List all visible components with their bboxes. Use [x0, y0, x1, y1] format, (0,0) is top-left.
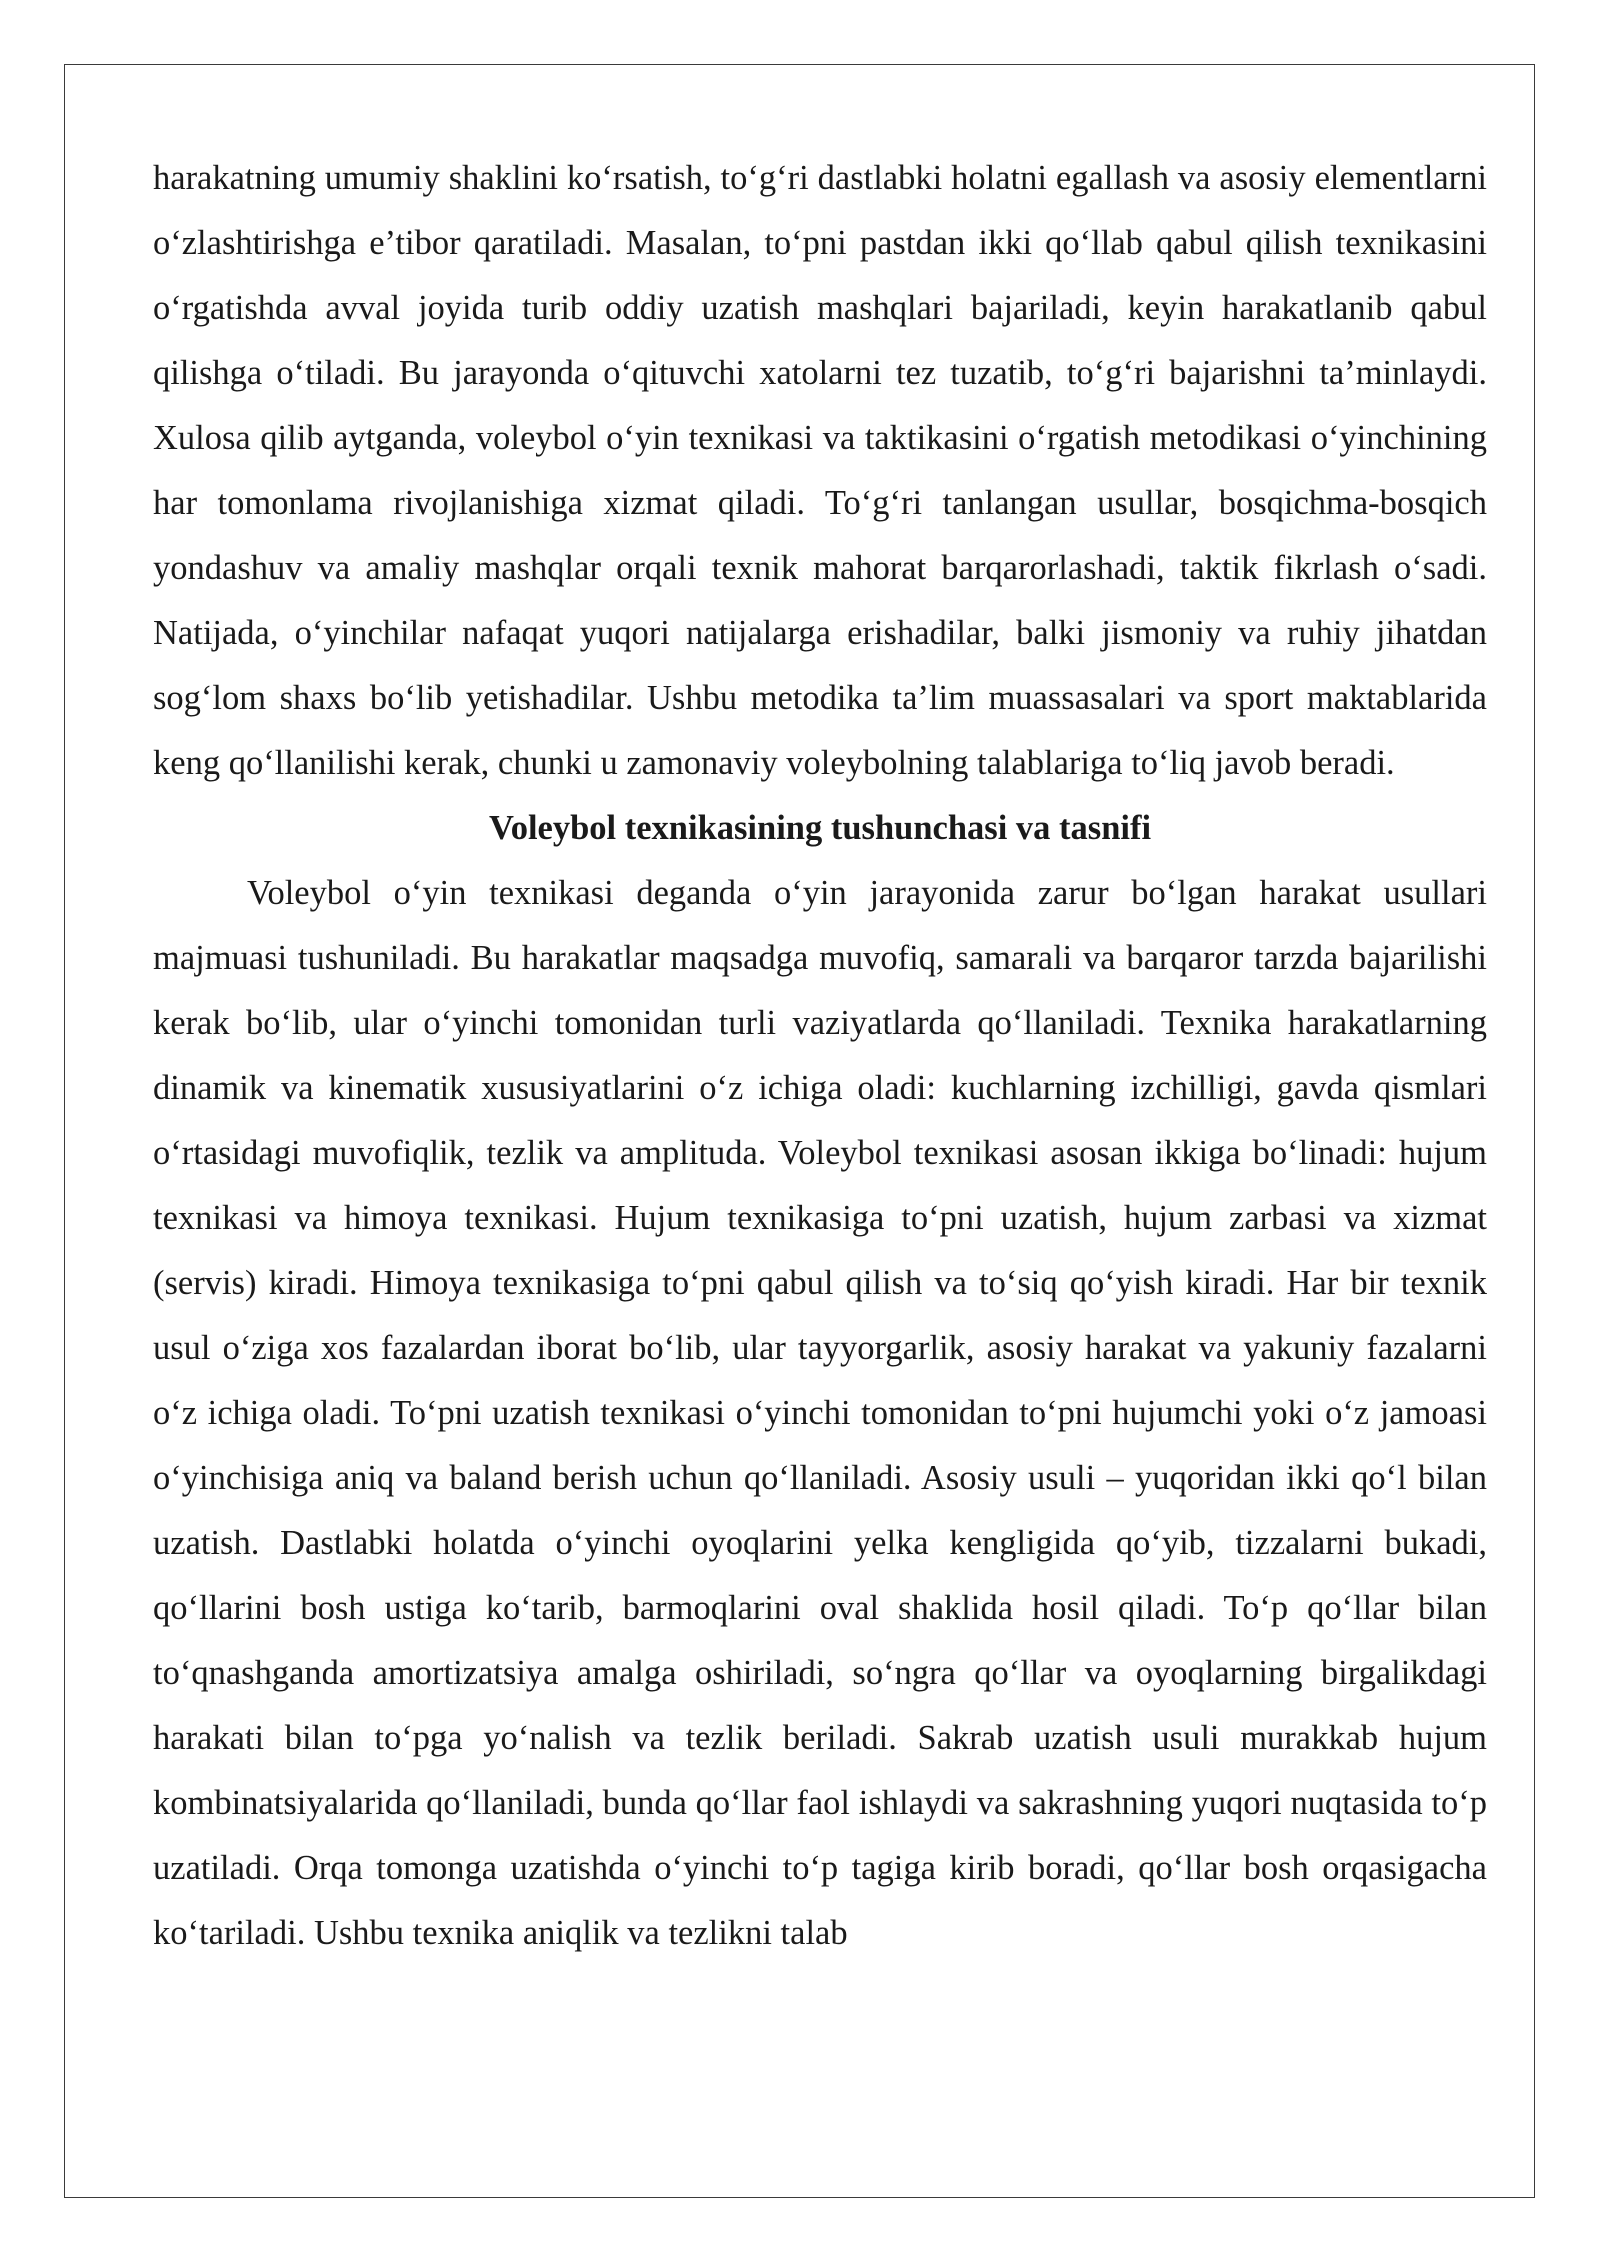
body-paragraph: Voleybol o‘yin texnikasi deganda o‘yin jarayonida zarur bo‘lgan harakat usullari majmuasi tushuniladi. Bu harakatlar maqsadga muvofiq, samarali va barqaror tarzda bajarilishi kerak bo‘lib, ular o‘yinchi tomonidan turli vaziyatlarda qo‘llaniladi. Texnika harakatlarning dinamik va kinematik xususiyatlarini o‘z ichiga oladi: kuchlarning izchilligi, gavda qismlari o‘rtasidagi muvofiqlik, tezlik va amplituda. Voleybol texnikasi asosan ikkiga bo‘linadi: hujum texnikasi va himoya texnikasi. Hujum texnikasiga to‘pni uzatish, hujum zarbasi va xizmat (servis) kiradi. Himoya texnikasiga to‘pni qabul qilish va to‘siq qo‘yish kiradi. Har bir texnik usul o‘ziga xos fazalardan iborat bo‘lib, ular tayyorgarlik, asosiy harakat va yakuniy fazalarni o‘z ichiga oladi. To‘pni uzatish texnikasi o‘yinchi tomonidan to‘pni hujumchi yoki o‘z jamoasi o‘yinchisiga aniq va baland berish uchun qo‘llaniladi. Asosiy usuli – yuqoridan ikki qo‘l bilan uzatish. Dastlabki holatda o‘yinchi oyoqlarini yelka kengligida qo‘yib, tizzalarni bukadi, qo‘llarini bosh ustiga ko‘tarib, barmoqlarini oval shaklida hosil qiladi. To‘p qo‘llar bilan to‘qnashganda amortizatsiya amalga oshiriladi, so‘ngra qo‘llar va oyoqlarning birgalikdagi harakati bilan to‘pga yo‘nalish va tezlik beriladi. Sakrab uzatish usuli murakkab hujum kombinatsiyalarida qo‘llaniladi, bunda qo‘llar faol ishlaydi va sakrashning yuqori nuqtasida to‘p uzatiladi. Orqa tomonga uzatishda o‘yinchi to‘p tagiga kirib boradi, qo‘llar bosh orqasigacha ko‘tariladi. Ushbu texnika aniqlik va tezlikni talab [153, 874, 1487, 1952]
body-paragraph: harakatning umumiy shaklini ko‘rsatish, to‘g‘ri dastlabki holatni egallash va asosiy elementlarni o‘zlashtirishga e’tibor qaratiladi. Masalan, to‘pni pastdan ikki qo‘llab qabul qilish texnikasini o‘rgatishda avval joyida turib oddiy uzatish mashqlari bajariladi, keyin harakatlanib qabul qilishga o‘tiladi. Bu jarayonda o‘qituvchi xatolarni tez tuzatib, to‘g‘ri bajarishni ta’minlaydi. Xulosa qilib aytganda, voleybol o‘yin texnikasi va taktikasini o‘rgatish metodikasi o‘yinchining har tomonlama rivojlanishiga xizmat qiladi. To‘g‘ri tanlangan usullar, bosqichma-bosqich yondashuv va amaliy mashqlar orqali texnik mahorat barqarorlashadi, taktik fikrlash o‘sadi. Natijada, o‘yinchilar nafaqat yuqori natijalarga erishadilar, balki jismoniy va ruhiy jihatdan sog‘lom shaxs bo‘lib yetishadilar. Ushbu metodika ta’lim muassasalari va sport maktablarida keng qo‘llanilishi kerak, chunki u zamonaviy voleybolning talablariga to‘liq javob beradi. [153, 159, 1487, 782]
section-heading: Voleybol texnikasining tushunchasi va tasnifi [488, 809, 1152, 847]
document-body [153, 146, 1487, 1966]
